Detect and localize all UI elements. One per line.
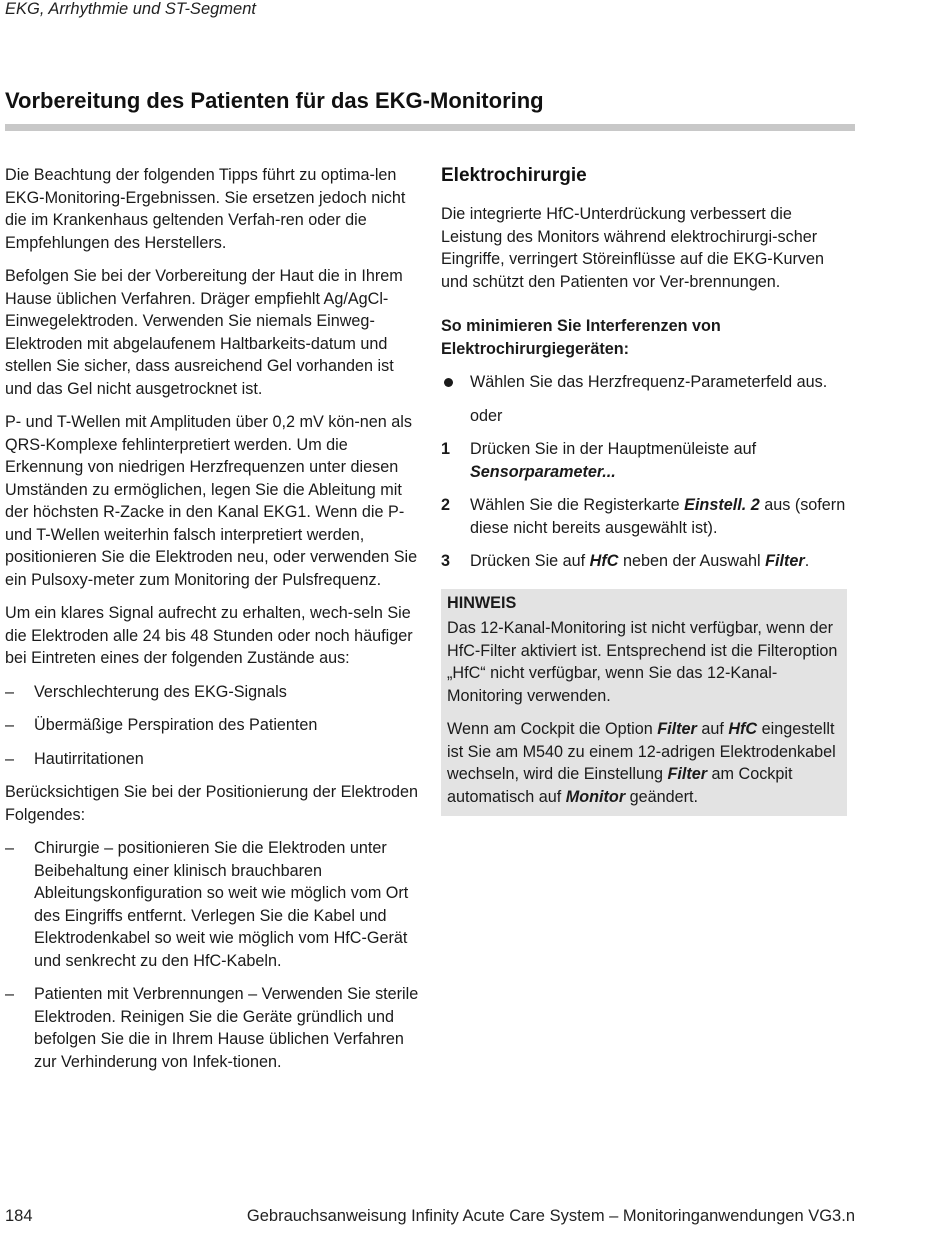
bullet-step <box>441 371 855 394</box>
title-rule <box>5 124 855 131</box>
condition-text: Verschlechterung des EKG-Signals <box>34 682 287 701</box>
procedure-step <box>441 550 855 573</box>
step-text: neben der Auswahl <box>618 552 766 570</box>
dash-marker: – <box>5 682 15 701</box>
section-intro: Die integrierte HfC-Unterdrückung verbessert die Leistung des Monitors während elektrochirurgi-scher Eingriffe, verringert Störeinflüsse auf die EKG-Kurven und schützt den Patienten vor Ver-brennungen. <box>441 205 824 291</box>
dash-marker: – <box>5 839 15 857</box>
left-column <box>5 164 420 1084</box>
positioning-item <box>5 983 420 1073</box>
step-text: Wählen Sie die Registerkarte <box>470 496 685 514</box>
note-text: auf <box>696 720 729 738</box>
note-title: HINWEIS <box>447 593 517 612</box>
positioning-text: Patienten mit Verbrennungen – Verwenden Sie sterile Elektroden. Reinigen Sie die Geräte gründlich und befolgen Sie die in Ihrem Hause üblichen Verfahren zur Verhinderung von Infek-tionen. <box>34 985 419 1071</box>
skin-prep-paragraph: Befolgen Sie bei der Vorbereitung der Haut die in Ihrem Hause üblichen Verfahren. Dräger empfiehlt Ag/AgCl-Einwegelektroden. Verwenden Sie niemals Einweg-Elektroden mit abgelaufenem Haltbarkeits-datum und stellen Sie sicher, dass ausreichend Gel vorhanden ist und das Gel nicht ausgetrocknet ist. <box>5 267 403 398</box>
positioning-item <box>5 837 420 972</box>
intro-paragraph: Die Beachtung der folgenden Tipps führt zu optima-len EKG-Monitoring-Ergebnissen. Sie ersetzen jedoch nicht die im Krankenhaus geltenden Verfah-ren oder die Empfehlungen des Herstellers. <box>5 166 406 252</box>
ui-label: Filter <box>765 552 805 570</box>
right-column <box>441 164 855 816</box>
note-paragraph: Das 12-Kanal-Monitoring ist nicht verfügbar, wenn der HfC-Filter aktiviert ist. Entsprechend ist die Filteroption „HfC“ nicht verfügbar, wenn Sie das 12-Kanal-Monitoring verwenden. <box>447 619 838 705</box>
ui-label: HfC <box>589 552 619 570</box>
ui-label: Einstell. 2 <box>684 496 760 514</box>
note-box <box>441 589 847 817</box>
bullet-step-text: Wählen Sie das Herzfrequenz-Parameterfeld aus. <box>470 373 828 391</box>
page-title: Vorbereitung des Patienten für das EKG-Monitoring <box>5 88 544 113</box>
dash-marker: – <box>5 716 15 734</box>
step-text: Drücken Sie in der Hauptmenüleiste auf <box>470 440 757 458</box>
condition-item <box>5 681 420 704</box>
condition-text: Hautirritationen <box>34 749 144 768</box>
electrode-change-paragraph: Um ein klares Signal aufrecht zu erhalten, wech-seln Sie die Elektroden alle 24 bis 48 Stunden oder noch häufiger bei Eintreten eines der folgenden Zustände aus: <box>5 604 413 667</box>
bullet-dot-icon <box>444 378 453 387</box>
dash-marker: – <box>5 985 15 1003</box>
footer-document-title: Gebrauchsanweisung Infinity Acute Care System – Monitoringanwendungen VG3.n <box>246 1207 855 1225</box>
condition-item <box>5 714 420 737</box>
procedure-step <box>441 438 855 483</box>
ui-label: Monitor <box>565 787 626 806</box>
step-number: 1 <box>441 440 451 458</box>
running-head: EKG, Arrhythmie und ST-Segment <box>5 0 256 18</box>
note-paragraph <box>447 718 839 808</box>
note-text: am Cockpit automatisch auf <box>447 765 793 806</box>
note-text: Wenn am Cockpit die Option <box>447 720 658 738</box>
ui-label: HfC <box>728 720 758 738</box>
step-text: Drücken Sie auf <box>470 552 590 570</box>
step-text: aus (sofern diese nicht bereits ausgewählt ist). <box>470 496 846 537</box>
page-number: 184 <box>5 1207 33 1225</box>
or-text: oder <box>470 406 503 425</box>
step-number: 2 <box>441 496 451 514</box>
step-text: . <box>804 552 810 570</box>
ui-label: Filter <box>667 765 708 783</box>
ui-label: Sensorparameter... <box>470 462 616 481</box>
section-heading: Elektrochirurgie <box>441 165 587 186</box>
pt-waves-paragraph: P- und T-Wellen mit Amplituden über 0,2 mV kön-nen als QRS-Komplexe fehlinterpretiert werden. Um die Erkennung von niedrigen Herzfrequenzen unter diesen Umständen zu ermöglichen, legen Sie die Ableitung mit der höchsten R-Zacke in den Kanal EKG1. Wenn die P- und T-Wellen weiterhin falsch interpretiert werden, positionieren Sie die Elektroden neu, oder verwenden Sie ein Pulsoxy-meter zum Monitoring der Pulsfrequenz. <box>5 413 418 589</box>
note-text: geändert. <box>625 787 699 806</box>
positioning-text: Chirurgie – positionieren Sie die Elektroden unter Beibehaltung einer klinisch brauchbaren Ableitungskonfiguration so weit wie möglich vom Ort des Eingriffs entfernt. Verlegen Sie die Kabel und Elektrodenkabel so weit wie möglich vom HfC-Gerät und senkrecht zu den HfC-Kabeln. <box>34 839 409 970</box>
step-number: 3 <box>441 552 451 570</box>
note-text: eingestellt ist Sie am M540 zu einem 12-adrigen Elektrodenkabel wechseln, wird die Einstellung <box>447 720 836 783</box>
ui-label: Filter <box>657 720 697 738</box>
condition-text: Übermäßige Perspiration des Patienten <box>34 716 318 734</box>
procedure-step <box>441 494 855 539</box>
procedure-heading: So minimieren Sie Interferenzen von Elektrochirurgiegeräten: <box>441 317 721 358</box>
positioning-intro: Berücksichtigen Sie bei der Positionierung der Elektroden Folgendes: <box>5 783 419 824</box>
dash-marker: – <box>5 749 15 768</box>
condition-item <box>5 748 420 771</box>
